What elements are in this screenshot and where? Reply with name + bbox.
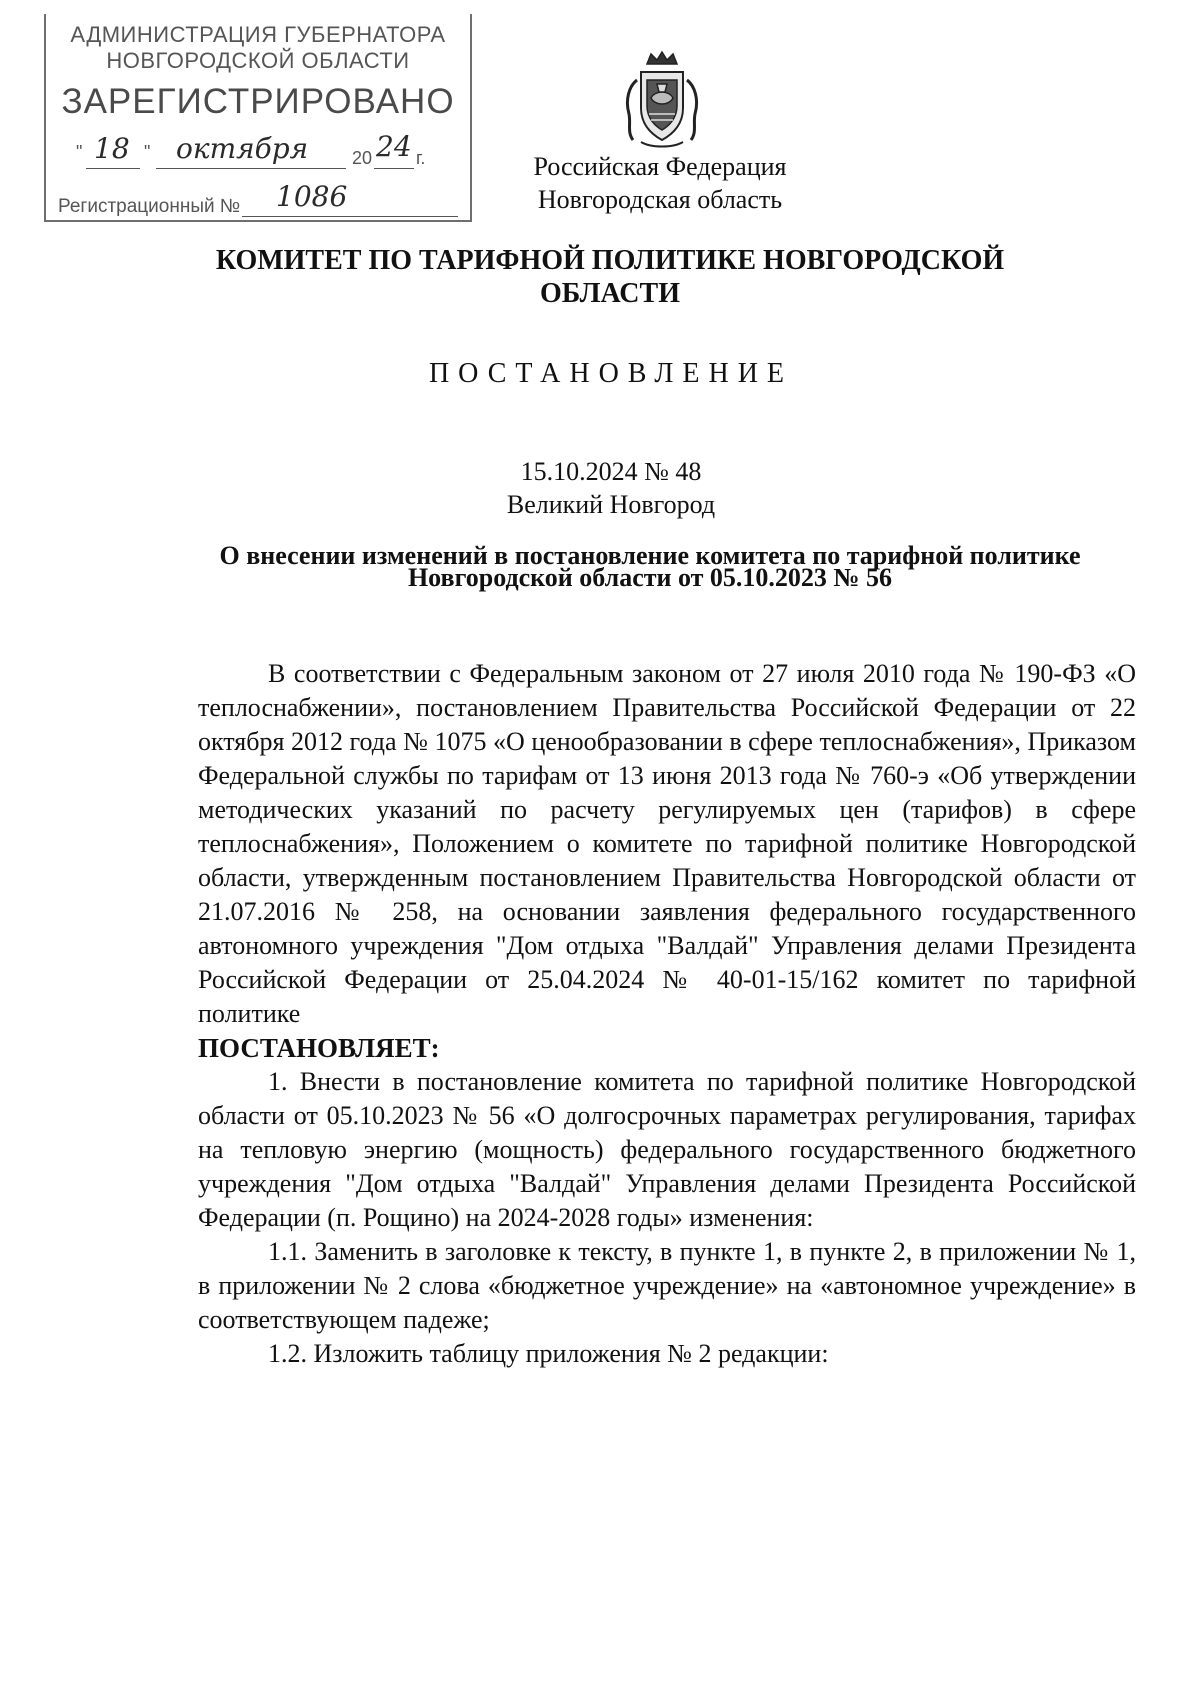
subject-line-1: О внесении изменений в постановление комитета по тарифной политике <box>219 541 1081 570</box>
stamp-registered: ЗАРЕГИСТРИРОВАНО <box>61 82 455 121</box>
document-date-number: 15.10.2024 № 48 <box>520 457 702 486</box>
committee-title-line-1: КОМИТЕТ ПО ТАРИФНОЙ ПОЛИТИКЕ НОВГОРОДСКОЙ <box>215 245 1005 276</box>
stamp-registration-number <box>58 180 462 217</box>
stamp-line-2: НОВГОРОДСКОЙ ОБЛАСТИ <box>106 48 410 73</box>
stamp-year-g: г. <box>416 148 426 168</box>
item-1-1-paragraph: 1.1. Заменить в заголовке к тексту, в пункте 1, в пункте 2, в приложении № 1, в приложении № 2 слова «бюджетное учреждение» на «автономное учреждение» в соответствующем падеже; <box>198 1237 1136 1334</box>
committee-title <box>160 244 1060 310</box>
stamp-reg-number: 1086 <box>276 180 348 213</box>
document-subject <box>160 541 1140 592</box>
header-region: Новгородская область <box>537 185 783 214</box>
document-city: Великий Новгород <box>506 490 716 519</box>
coat-of-arms-icon <box>621 50 703 150</box>
stamp-open-quote: " <box>76 142 83 162</box>
date-number-block <box>0 455 1200 521</box>
stamp-day: 18 <box>94 132 130 165</box>
subject-line-2: Новгородской области от 05.10.2023 № 56 <box>407 563 893 592</box>
stamp-date-line <box>76 130 456 174</box>
preamble-paragraph: В соответствии с Федеральным законом от 27 июля 2010 года № 190-ФЗ «О теплоснабжении», постановлением Правительства Российской Федерации от 22 октября 2012 года № 1075 «О ценообразовании в сфере теплоснабжения», Приказом Федеральной службы по тарифам от 13 июня 2013 года № 760-э «Об утверждении методических указаний по расчету регулируемых цен (тарифов) в сфере теплоснабжения», Положением о комитете по тарифной политике Новгородской области, утвержденным постановлением Правительства Новгородской области от 21.07.2016 № 258, на основании заявления федерального государственного автономного учреждения "Дом отдыха "Валдай" Управления делами Президента Российской Федерации от 25.04.2024 № 40-01-15/162 комитет по тарифной политике <box>198 659 1136 1028</box>
stamp-year-prefix: 20 <box>352 148 373 168</box>
stamp-month: октября <box>176 132 309 165</box>
document-body <box>198 657 1136 1371</box>
stamp-reg-label: Регистрационный № <box>58 196 241 217</box>
stamp-close-quote: " <box>144 142 151 162</box>
item-1-paragraph: 1. Внести в постановление комитета по тарифной политике Новгородской области от 05.10.2023 № 56 «О долгосрочных параметрах регулирования, тарифах на тепловую энергию (мощность) федерального государственного бюджетного учреждения "Дом отдыха "Валдай" Управления делами Президента Российской Федерации (п. Рощино) на 2024-2028 годы» изменения: <box>198 1067 1136 1232</box>
resolves-heading: ПОСТАНОВЛЯЕТ: <box>198 1033 440 1063</box>
stamp-year-suffix: 24 <box>376 130 412 163</box>
document-type: ПОСТАНОВЛЕНИЕ <box>428 358 794 389</box>
header-country: Российская Федерация <box>533 152 787 181</box>
registration-stamp <box>44 14 472 222</box>
committee-title-line-2: ОБЛАСТИ <box>540 278 680 309</box>
item-1-2-paragraph: 1.2. Изложить таблицу приложения № 2 редакции: <box>268 1339 829 1368</box>
stamp-line-1: АДМИНИСТРАЦИЯ ГУБЕРНАТОРА <box>70 22 446 47</box>
